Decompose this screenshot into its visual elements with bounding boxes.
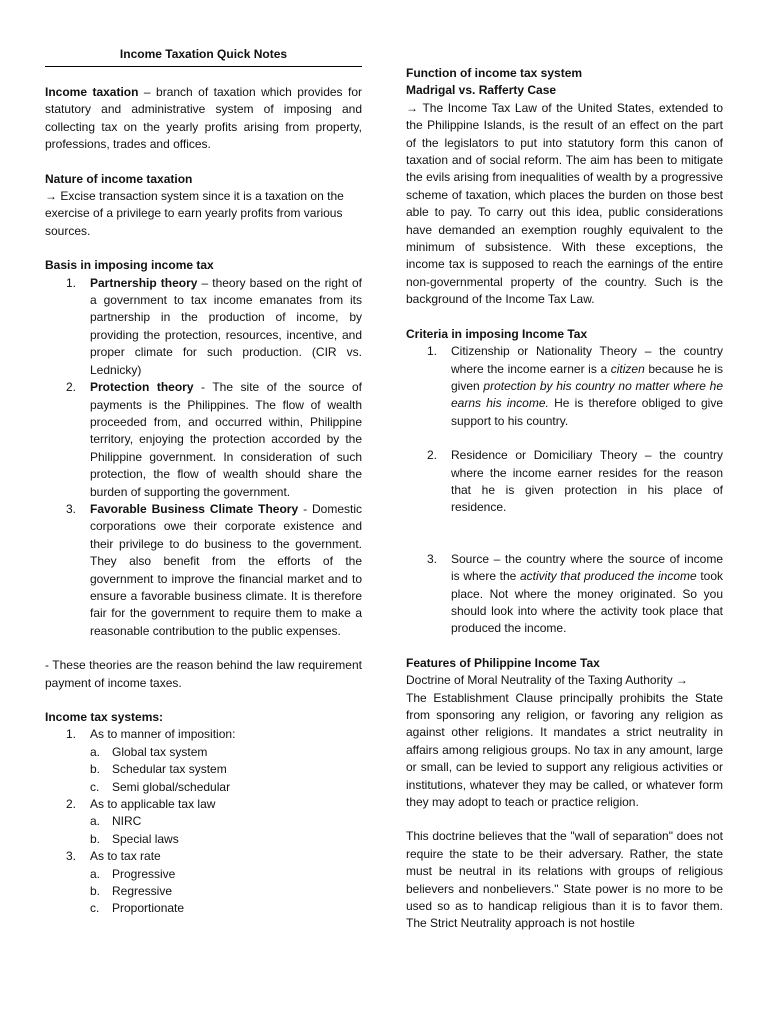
- system-group-2: [45, 796, 362, 813]
- heading-features: Features of Philippine Income Tax: [406, 655, 600, 670]
- group-label: As to tax rate: [90, 849, 161, 864]
- list-number: 1.: [66, 275, 77, 290]
- system-sub-item: [45, 831, 362, 848]
- list-number: 1.: [66, 727, 77, 742]
- criteria-text: because he is given: [451, 361, 723, 393]
- criteria-emphasis: citizen: [610, 361, 645, 376]
- basis-item-2: [45, 379, 362, 501]
- term-income-taxation: Income taxation: [45, 85, 139, 99]
- sub-text: Semi global/schedular: [112, 779, 231, 794]
- system-sub-item: [45, 883, 362, 900]
- title-underline: [45, 66, 362, 67]
- group-label: As to manner of imposition:: [90, 727, 236, 742]
- sub-text: Global tax system: [112, 744, 208, 759]
- basis-text: - The site of the source of payments is the Philippines. The flow of wealth proceeded from, and occurred within, Philippine territory, enjoying the protection accorded by the Philippine government. In consideration of such protection, the flow of wealth should share the burden of supporting the government.: [90, 380, 362, 499]
- sub-text: Proportionate: [112, 901, 185, 916]
- list-number: 3.: [66, 501, 77, 516]
- basis-item-3: [45, 501, 362, 640]
- basis-term: Favorable Business Climate Theory: [90, 501, 299, 516]
- sub-text: Progressive: [112, 866, 176, 881]
- definition-text: – branch of taxation which provides for statutory and administrative system of imposing and collecting tax on the yearly profits arising from property, professions, trades and offices.: [45, 85, 363, 152]
- criteria-text: He is therefore obliged to give support to his country.: [451, 396, 723, 428]
- system-sub-item: [45, 761, 362, 778]
- income-taxation-definition: [45, 84, 362, 154]
- left-column: [45, 84, 362, 918]
- list-number: 2.: [66, 797, 77, 812]
- sub-text: Special laws: [112, 831, 179, 846]
- system-sub-item: [45, 813, 362, 830]
- features-paragraph-2: This doctrine believes that the "wall of separation" does not require the state to be their adversary. Rather, the state must be neutral in its relations with groups of religious believers and nonbelievers." State power is no more to be used so as to handicap religious than it is to favor them. The Strict Neutrality approach is not hostile: [406, 829, 723, 931]
- criteria-text: took place. Not where the money originated. So you should look into where the activity took place that produced the income.: [451, 569, 723, 636]
- system-group-3: [45, 848, 362, 865]
- theories-note: - These theories are the reason behind the law requirement payment of income taxes.: [45, 658, 362, 690]
- sub-letter: b.: [90, 884, 101, 899]
- heading-systems: Income tax systems:: [45, 710, 164, 724]
- criteria-text: Citizenship or Nationality Theory – the country where the income earner is a: [451, 344, 723, 376]
- system-sub-item: [45, 779, 362, 796]
- system-sub-item: [45, 744, 362, 761]
- heading-basis: Basis in imposing income tax: [45, 258, 214, 273]
- basis-term: Protection theory: [90, 380, 194, 395]
- list-number: 2.: [427, 448, 438, 463]
- sub-text: Schedular tax system: [112, 762, 227, 777]
- sub-text: NIRC: [112, 814, 142, 829]
- right-column: [406, 65, 723, 933]
- criteria-text: Source – the country where the source of income is where the: [451, 551, 723, 584]
- sub-letter: a.: [90, 814, 101, 829]
- system-group-1: [45, 726, 362, 743]
- list-number: 3.: [427, 551, 438, 566]
- heading-criteria: Criteria in imposing Income Tax: [406, 326, 588, 341]
- sub-letter: a.: [90, 744, 101, 759]
- case-text: → The Income Tax Law of the United States, extended to the Philippine Islands, is the result of an effect on the part of the legislators to put into statutory form this canon of taxation and of social reform. The aim has been to mitigate the evils arising from inequalities of wealth by a progressive scheme of taxation, which places the burden on those best able to pay. To carry out this idea, public considerations have demanded an exemption roughly equivalent to the minimum of subsistence. With these exceptions, the income tax is supposed to reach the earnings of the entire non-governmental property of the country. Such is the background of the Income Tax Law.: [406, 100, 723, 307]
- sub-text: Regressive: [112, 884, 173, 899]
- criteria-emphasis: protection by his country no matter where he earns his income.: [451, 378, 723, 411]
- sub-letter: c.: [90, 901, 100, 916]
- group-label: As to applicable tax law: [90, 797, 216, 812]
- sub-letter: a.: [90, 866, 101, 881]
- list-number: 2.: [66, 380, 77, 395]
- system-sub-item: [45, 866, 362, 883]
- doctrine-heading: Doctrine of Moral Neutrality of the Taxing Authority →: [406, 673, 688, 688]
- heading-nature: Nature of income taxation: [45, 171, 193, 186]
- heading-case: Madrigal vs. Rafferty Case: [406, 83, 557, 98]
- sub-letter: b.: [90, 831, 101, 846]
- basis-item-1: [45, 275, 362, 379]
- list-number: 3.: [66, 849, 77, 864]
- basis-term: Partnership theory: [90, 275, 198, 290]
- criteria-text: Residence or Domiciliary Theory – the country where the income earner resides for the reason that he is given protection in his place of residence.: [451, 448, 723, 515]
- features-paragraph-1: The Establishment Clause principally prohibits the State from sponsoring any religion, or favoring any religion as against other religions. It mandates a strict neutrality in affairs among religious groups. No tax in any amount, large or small, can be levied to support any religious activities or institutions, whatever they may be called, or whatever form they may adopt to teach or practice religion.: [406, 690, 723, 810]
- system-sub-item: [45, 900, 362, 917]
- criteria-item-1: [406, 343, 723, 430]
- criteria-item-3: [406, 551, 723, 638]
- nature-text: → Excise transaction system since it is a taxation on the exercise of a privilege to earn yearly profits from various sources.: [45, 189, 344, 238]
- page-title: Income Taxation Quick Notes: [119, 47, 288, 61]
- criteria-item-2: [406, 447, 723, 517]
- heading-function: Function of income tax system: [406, 66, 583, 80]
- sub-letter: b.: [90, 762, 101, 777]
- basis-text: - Domestic corporations owe their corporate existence and their privilege to do business to the government. They also benefit from the efforts of the government to improve the financial market and to ensure a favorable business climate. It is therefore fair for the government to require them to make a reasonable contribution to the public expenses.: [90, 501, 362, 638]
- list-number: 1.: [427, 344, 438, 359]
- criteria-emphasis: activity that produced the income: [519, 569, 697, 584]
- sub-letter: c.: [90, 779, 100, 794]
- basis-text: – theory based on the right of a government to tax income emanates from its partnership in the production of income, by providing the protection, resources, incentive, and proper climate for such production. (CIR vs. Lednicky): [90, 275, 362, 377]
